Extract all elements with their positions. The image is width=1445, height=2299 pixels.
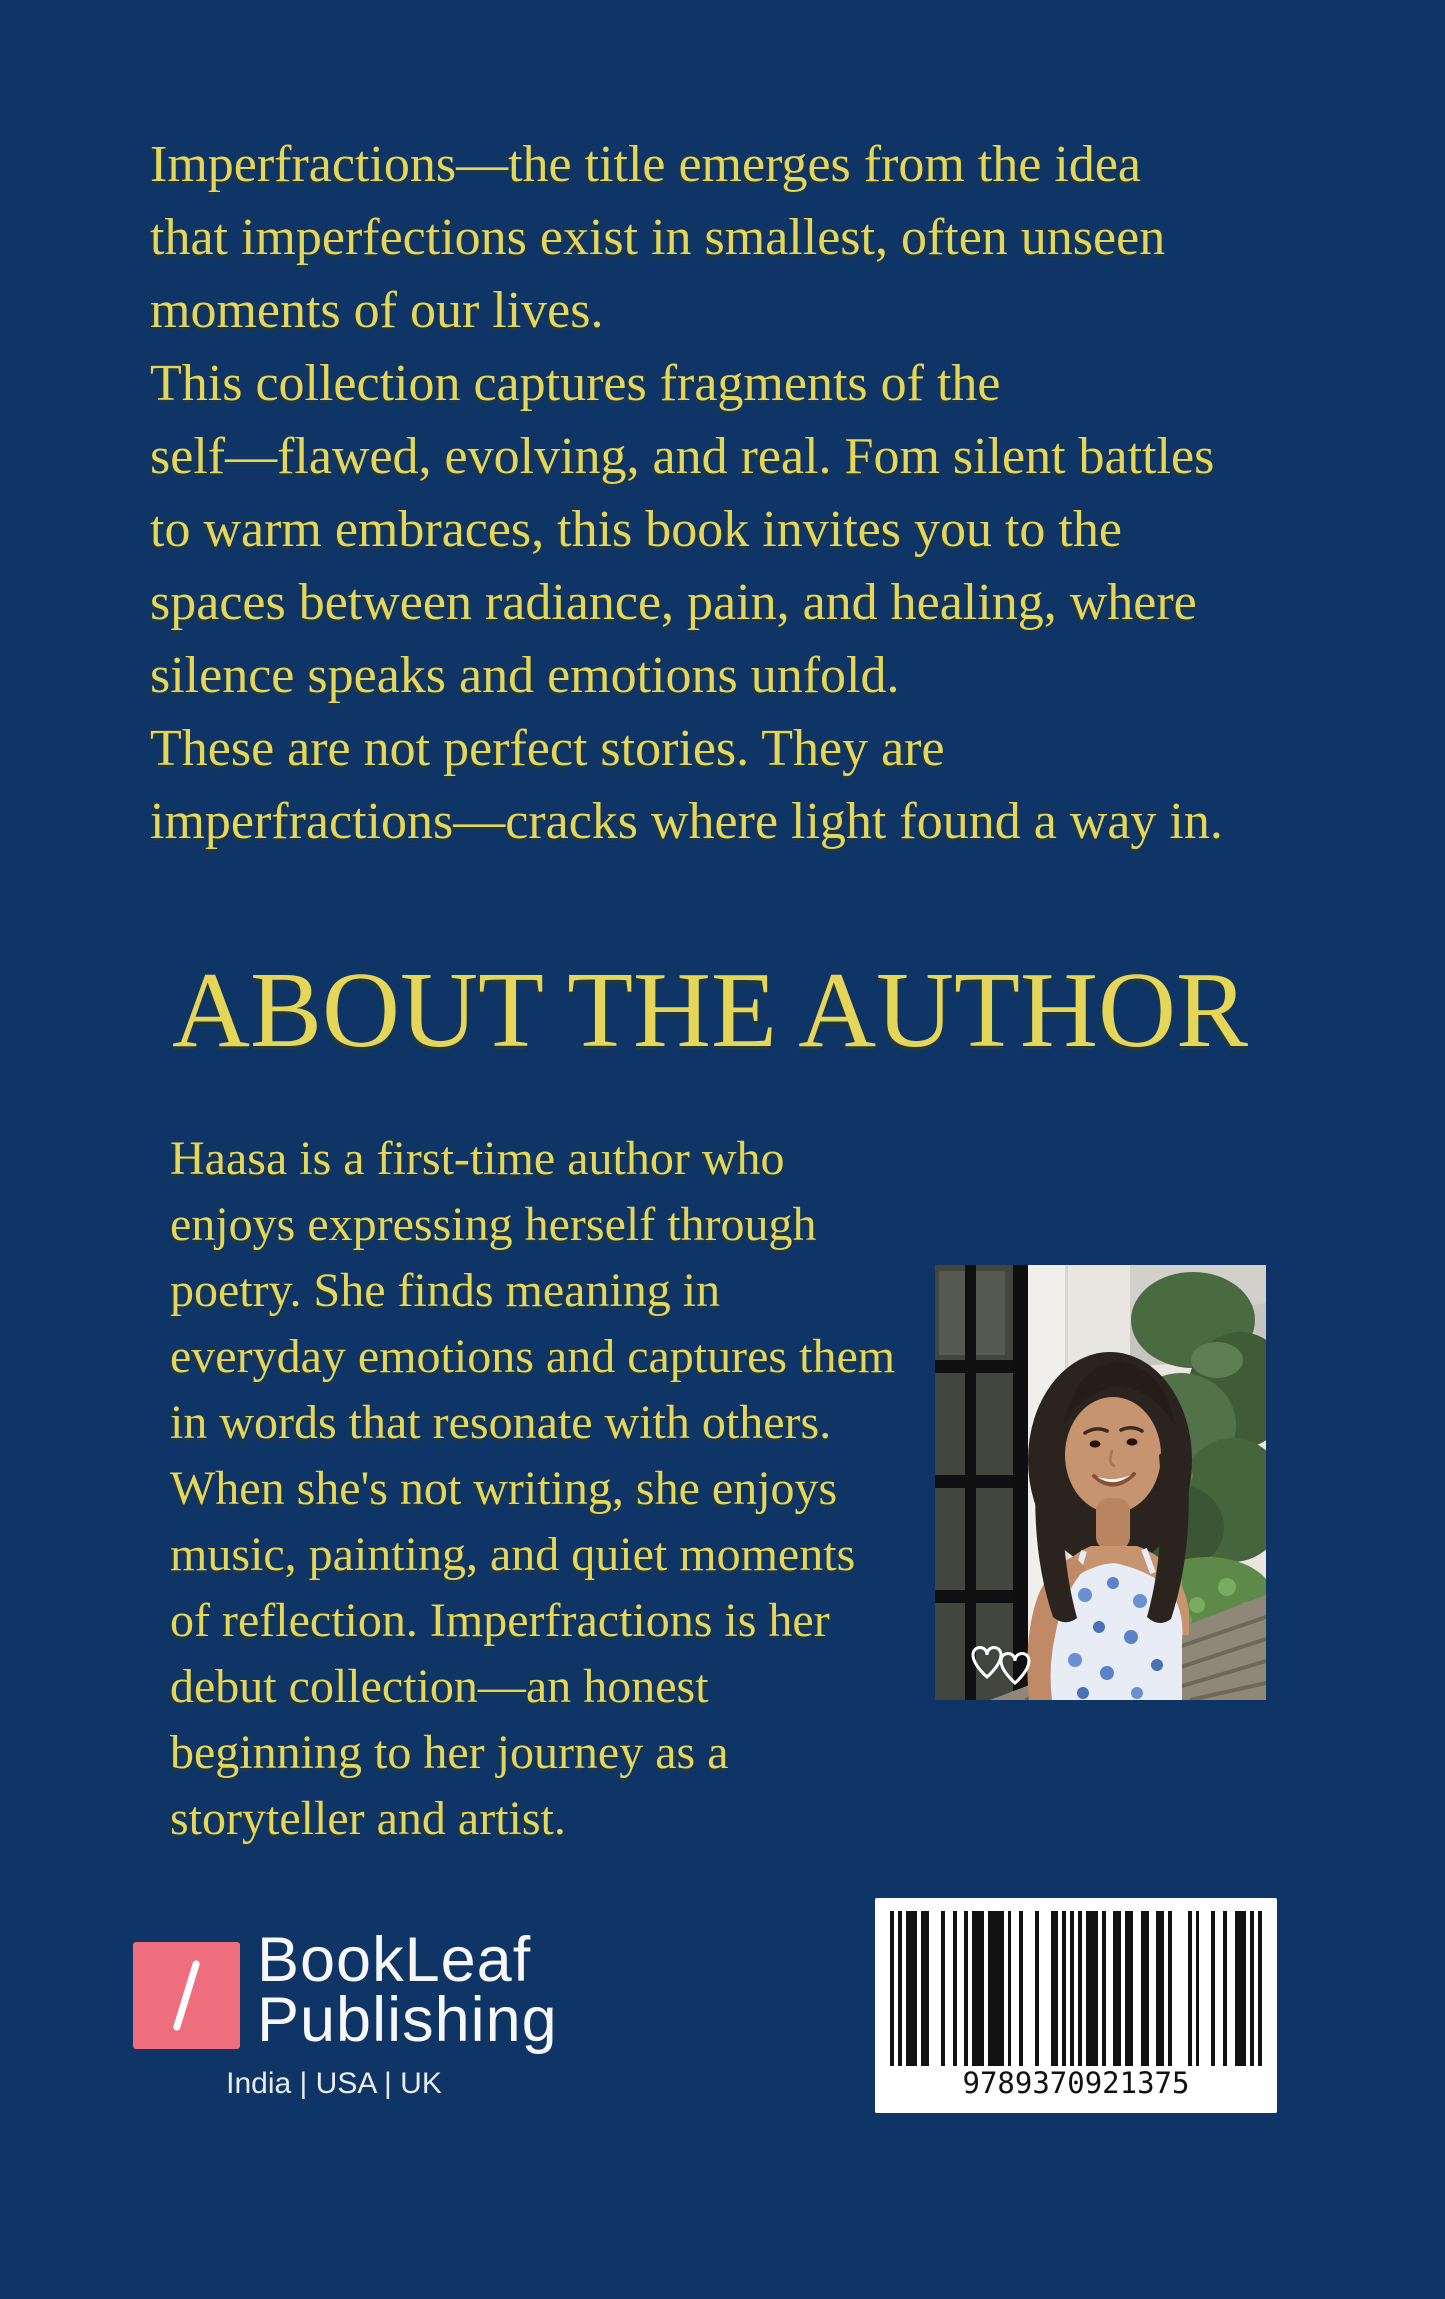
bio-line: Haasa is a first-time author who [170,1132,785,1185]
bio-line: debut collection—an honest [170,1660,709,1713]
publisher-regions: India | USA | UK [226,2067,442,2100]
author-bio [170,1126,895,1852]
bio-line: storyteller and artist. [170,1792,566,1845]
synopsis-line: These are not perfect stories. They are [150,720,945,777]
synopsis-line: to warm embraces, this book invites you to the [150,501,1122,558]
synopsis-line: moments of our lives. [150,282,604,339]
synopsis-line: spaces between radiance, pain, and healing, where [150,574,1197,631]
synopsis-line: silence speaks and emotions unfold. [150,647,900,704]
synopsis-line: that imperfections exist in smallest, often unseen [150,209,1166,266]
isbn-barcode [875,1898,1277,2113]
bio-line: of reflection. Imperfractions is her [170,1594,830,1647]
synopsis-line: This collection captures fragments of the [150,355,1001,412]
bio-line: beginning to her journey as a [170,1726,729,1779]
bio-line: enjoys expressing herself through [170,1198,817,1251]
isbn-number: 9789370921375 [962,2066,1190,2100]
barcode-bars [890,1911,1262,2066]
bio-line: music, painting, and quiet moments [170,1528,856,1581]
bio-line: in words that resonate with others. [170,1396,832,1449]
publisher-name-bottom: Publishing [257,1985,558,2055]
bookleaf-logo-mark [133,1942,240,2049]
synopsis-line: Imperfractions—the title emerges from the idea [150,136,1141,193]
synopsis-line: imperfractions—cracks where light found a way in. [150,793,1223,850]
about-the-author-heading: ABOUT THE AUTHOR [172,951,1249,1070]
slash-icon [172,1960,200,2032]
publisher-name-top: BookLeaf [257,1925,532,1995]
bio-line: everyday emotions and captures them [170,1330,896,1383]
author-photo [935,1265,1266,1700]
publisher-name [257,1925,558,2055]
bio-line: When she's not writing, she enjoys [170,1462,838,1515]
synopsis [150,128,1223,858]
bio-line: poetry. She finds meaning in [170,1264,721,1317]
synopsis-line: self—flawed, evolving, and real. Fom silent battles [150,428,1215,485]
